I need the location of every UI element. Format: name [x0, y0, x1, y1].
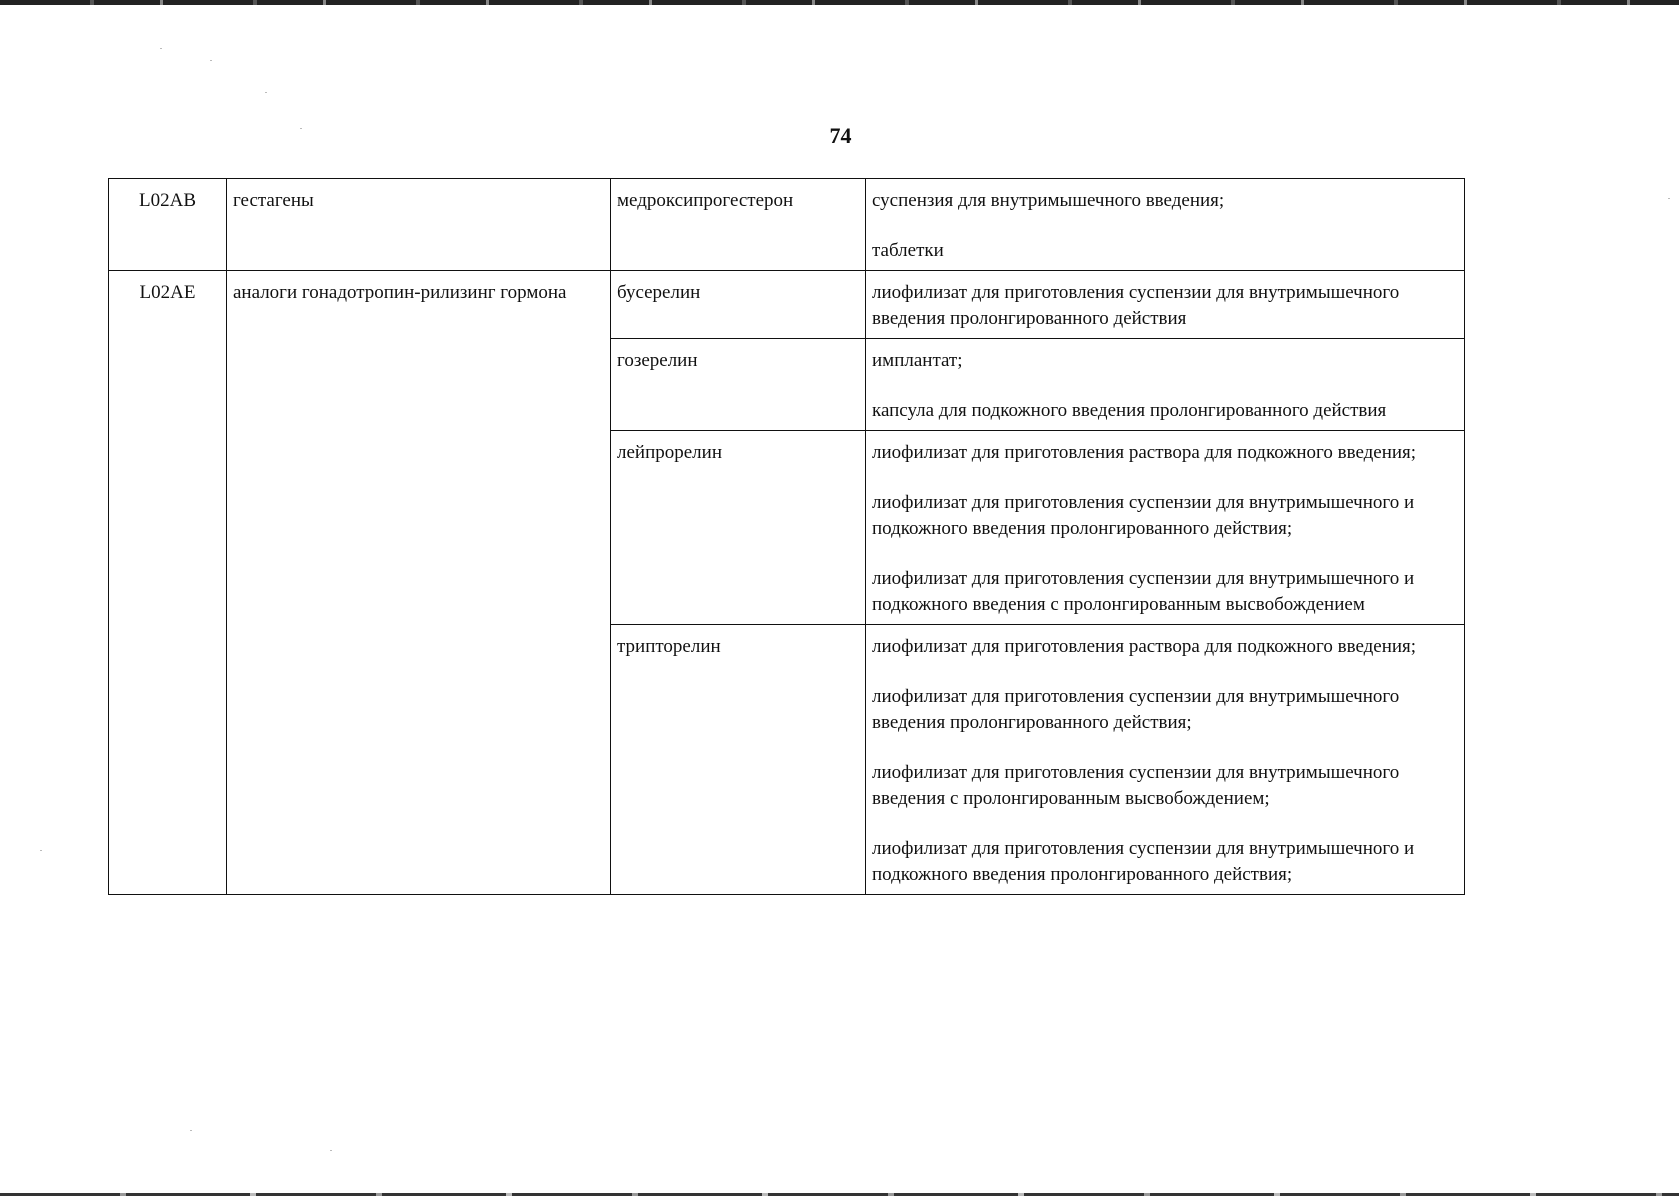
- scan-speck: [160, 48, 162, 49]
- scan-speck: [190, 1130, 192, 1131]
- dosage-form-item: лиофилизат для приготовления раствора для подкожного введения;: [872, 636, 1417, 657]
- page-number-text: 74: [829, 123, 852, 148]
- dosage-form-cell: [866, 271, 1465, 339]
- dosage-form-item: лиофилизат для приготовления суспензии для внутримышечного введения пролонгированного действия;: [872, 686, 1400, 733]
- dosage-form-cell: [866, 431, 1465, 625]
- dosage-form-item: капсула для подкожного введения пролонгированного действия: [872, 400, 1387, 421]
- scan-speck: [210, 60, 212, 61]
- atc-group-cell: аналоги гонадотропин-рилизинг гормона: [227, 271, 611, 895]
- dosage-form-item: таблетки: [872, 240, 944, 261]
- scan-speck: [330, 1150, 332, 1151]
- dosage-form-item: лиофилизат для приготовления суспензии для внутримышечного и подкожного введения с пролонгированным высвобождением: [872, 568, 1415, 615]
- dosage-form-cell: [866, 339, 1465, 431]
- scan-edge-top: [0, 0, 1679, 5]
- atc-code-cell: L02AE: [109, 271, 227, 895]
- atc-group-cell: гестагены: [227, 179, 611, 271]
- dosage-form-item: лиофилизат для приготовления суспензии для внутримышечного введения пролонгированного действия: [872, 282, 1400, 329]
- scan-speck: [265, 92, 267, 93]
- atc-code-cell: L02AB: [109, 179, 227, 271]
- scan-speck: [1668, 198, 1670, 199]
- table-row: [109, 271, 1465, 339]
- dosage-form-cell: [866, 625, 1465, 895]
- dosage-form-cell: [866, 179, 1465, 271]
- dosage-form-item: имплантат;: [872, 350, 963, 371]
- scan-speck: [300, 128, 302, 129]
- dosage-form-item: лиофилизат для приготовления суспензии для внутримышечного введения с пролонгированным высвобождением;: [872, 762, 1400, 809]
- page-number: [0, 123, 1679, 149]
- drug-name-cell: трипторелин: [611, 625, 866, 895]
- drug-name-cell: гозерелин: [611, 339, 866, 431]
- drug-table: [108, 178, 1465, 895]
- table-row: [109, 179, 1465, 271]
- dosage-form-item: суспензия для внутримышечного введения;: [872, 190, 1225, 211]
- dosage-form-item: лиофилизат для приготовления суспензии для внутримышечного и подкожного введения пролонгированного действия;: [872, 492, 1415, 539]
- scan-speck: [40, 850, 42, 851]
- drug-name-cell: бусерелин: [611, 271, 866, 339]
- dosage-form-item: лиофилизат для приготовления суспензии для внутримышечного и подкожного введения пролонгированного действия;: [872, 838, 1415, 885]
- drug-name-cell: лейпрорелин: [611, 431, 866, 625]
- dosage-form-item: лиофилизат для приготовления раствора для подкожного введения;: [872, 442, 1417, 463]
- scan-edge-bottom: [0, 1193, 1679, 1196]
- drug-name-cell: медроксипрогестерон: [611, 179, 866, 271]
